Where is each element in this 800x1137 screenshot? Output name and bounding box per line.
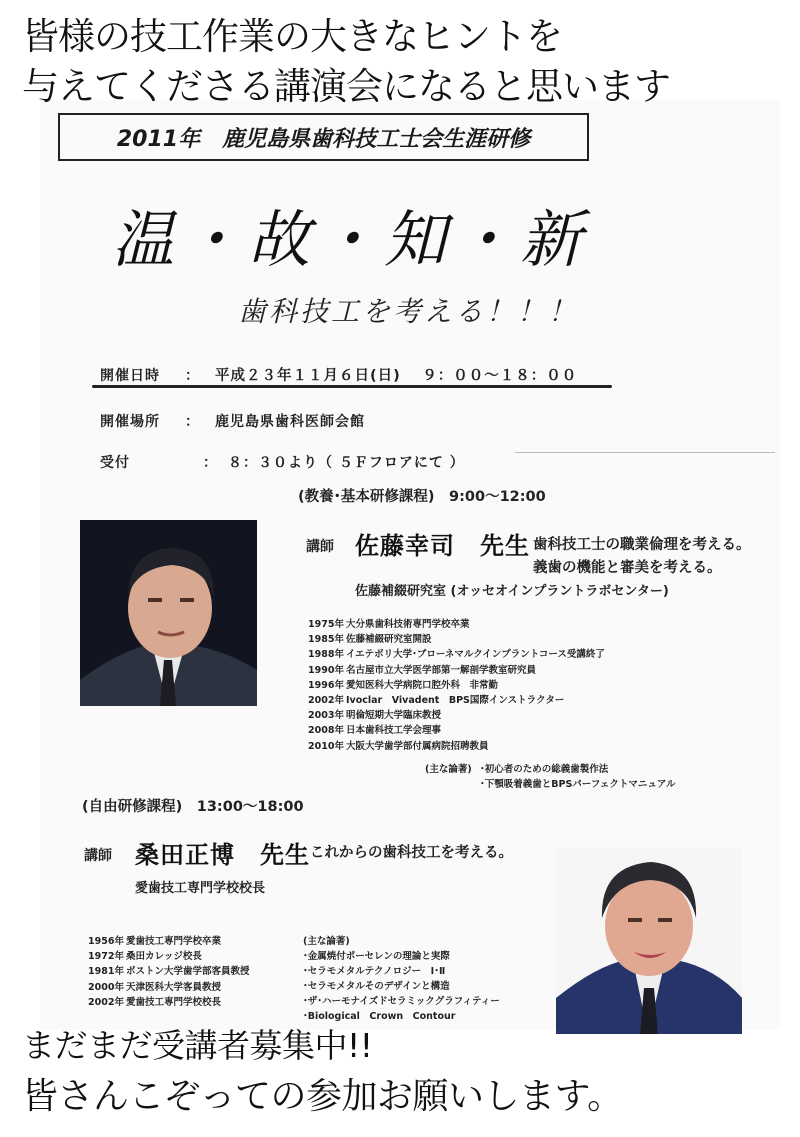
career-item: 2008年 日本歯科技工学会理事 [308, 725, 442, 737]
session1-lecturer-name: 佐藤幸司 先生 [355, 532, 530, 560]
lecturer2-photo [556, 848, 742, 1034]
date-sep: ： [185, 368, 200, 384]
title-box-text: 2011年 鹿児島県歯科技工士会生涯研修 [116, 127, 531, 152]
headline-line-1: 皆様の技工作業の大きなヒントを [22, 15, 562, 58]
date-value: 平成２３年１１月６日(日) ９：００～１８：００ [215, 368, 578, 384]
work-item: ･セラモメタルそのデザインと構造 [303, 981, 450, 992]
reception-sep: ： [203, 455, 218, 471]
session2-career-list [88, 934, 250, 1010]
venue-label: 開催場所 [100, 414, 160, 430]
session2-affiliation: 愛歯技工専門学校校長 [135, 881, 266, 896]
career-item: 2002年 Ivoclar Vivadent BPS国際インストラクター [308, 695, 565, 707]
works-label: (主な論著) [303, 936, 350, 947]
session1-works-label: (主な論著) [425, 764, 472, 775]
session2-lecturer-name: 桑田正博 先生 [135, 841, 310, 869]
session2-title: (自由研修課程) 13:00～18:00 [82, 799, 304, 815]
subtitle: 歯科技工を考える！！！ [238, 295, 580, 328]
career-item: 1985年 佐藤補綴研究室開設 [308, 634, 432, 646]
headline-line-2: 与えてくださる講演会になると思います [22, 65, 670, 108]
work-item: ･初心者のための総義歯製作法 [480, 764, 609, 775]
faint-rule [515, 452, 775, 453]
career-item: 1975年 大分県歯科技術専門学校卒業 [308, 619, 470, 630]
work-item: ･セラモメタルテクノロジー Ⅰ･Ⅱ [303, 966, 446, 977]
career-item: 1972年 桑田カレッジ校長 [88, 951, 202, 963]
work-item: ･下顎吸着義歯とBPSパーフェクトマニュアル [480, 779, 676, 790]
work-item: ･金属焼付ポーセレンの理論と実際 [303, 951, 450, 962]
career-item: 1988年 イエテボリ大学･ブローネマルクインプラントコース受講終了 [308, 649, 605, 661]
session1-works-list [480, 762, 675, 792]
career-item: 1981年 ボストン大学歯学部客員教授 [88, 966, 250, 978]
session1-career-list [308, 617, 605, 754]
title-box [58, 113, 589, 161]
session1-theme-1: 歯科技工士の職業倫理を考える。 [533, 537, 751, 553]
venue-sep: ： [185, 414, 200, 430]
session1-theme-2: 義歯の機能と審美を考える。 [533, 560, 722, 576]
work-item: ･ザ･ハーモナイズドセラミックグラフィティー [303, 996, 500, 1007]
session2-theme: これからの歯科技工を考える。 [310, 845, 513, 861]
date-underline [92, 385, 612, 388]
reception-value: ８：３０より（ ５Ｆフロアにて ） [228, 455, 465, 471]
session2-lecturer-label: 講師 [84, 848, 112, 864]
lecturer1-portrait-icon [80, 520, 257, 706]
work-item: ･Biological Crown Contour [303, 1011, 456, 1022]
career-item: 2002年 愛歯技工専門学校校長 [88, 996, 222, 1008]
venue-value: 鹿児島県歯科医師会館 [215, 414, 365, 430]
career-item: 1996年 愛知医科大学病院口腔外科 非常勤 [308, 679, 499, 691]
session1-lecturer-label: 講師 [306, 539, 334, 555]
career-item: 2010年 大阪大学歯学部付属病院招聘教員 [308, 740, 489, 752]
reception-label: 受付 [100, 455, 130, 471]
lecturer2-portrait-icon [556, 848, 742, 1034]
career-item: 2003年 明倫短期大学臨床教授 [308, 710, 442, 722]
footer-line-1: まだまだ受講者募集中!! [22, 1026, 373, 1065]
date-label: 開催日時 [100, 368, 160, 384]
session1-affiliation: 佐藤補綴研究室 (オッセオインプラントラボセンター) [355, 584, 669, 599]
session1-title: (教養･基本研修課程) 9:00～12:00 [298, 489, 546, 505]
career-item: 1990年 名古屋市立大学医学部第一解剖学教室研究員 [308, 664, 537, 676]
main-title: 温・故・知・新 [112, 203, 589, 276]
session2-works [303, 934, 500, 1024]
lecturer1-photo [80, 520, 257, 706]
footer-line-2: 皆さんこぞっての参加お願いします。 [22, 1076, 623, 1117]
career-item: 2000年 天津医科大学客員教授 [88, 981, 222, 993]
career-item: 1956年 愛歯技工専門学校卒業 [88, 936, 222, 947]
